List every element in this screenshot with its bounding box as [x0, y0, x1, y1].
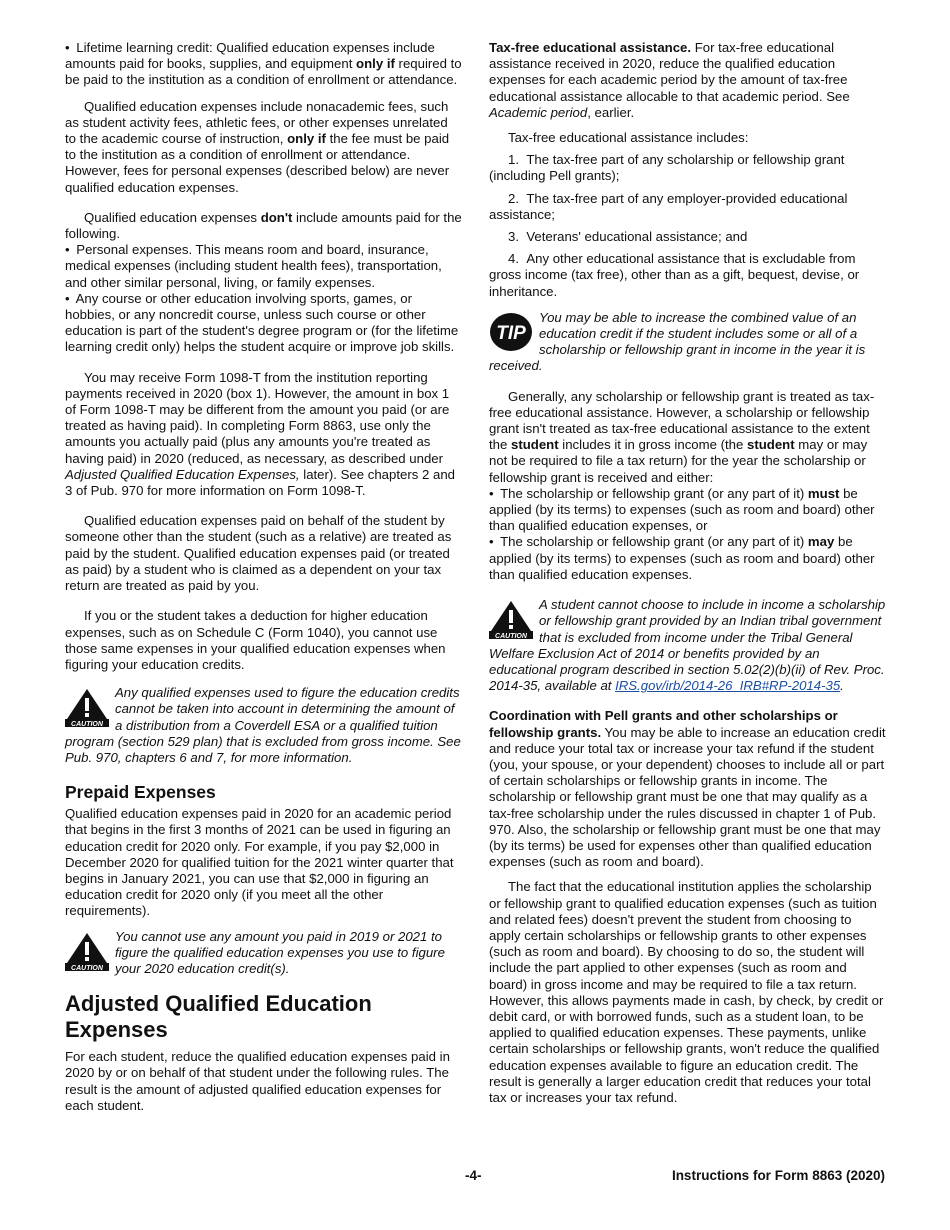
footer-title: Instructions for Form 8863 (2020) [671, 1168, 885, 1183]
svg-text:CAUTION: CAUTION [495, 633, 527, 640]
para-deduction: If you or the student takes a deduction for higher education expenses, such as on Schedule C (Form 1040), you cannot use those same expenses in your qualified education expenses when figuring your education credits. [65, 608, 446, 672]
svg-text:CAUTION: CAUTION [71, 964, 103, 971]
list-item-4: 4. Any other educational assistance that is excludable from gross income (tax free), other than as a gift, bequest, devise, or inheritance. [489, 251, 860, 299]
tip-icon [489, 312, 533, 352]
bullet-lifetime-learning [65, 40, 462, 89]
para-paid-on-behalf: Qualified education expenses paid on behalf of the student by someone other than the student (such as a relative) are treated as paid by the student. Qualified education expenses paid (or treated as paid) by a student who is claimed as a dependent on your tax return are treated as paid by you. [65, 513, 452, 594]
list-item-3: 3. Veterans' educational assistance; and [508, 229, 748, 245]
text: required to be paid to the institution as a condition of enrollment or attendance. [65, 56, 462, 88]
para-coordination: Coordination with Pell grants and other scholarships or fellowship grants. You may be able to increase an education credit and reduce your total tax or increase your tax refund if the student (you, your spouse, or your dependent) chooses to include all or part of certain scholarships or fellowship grants in income. The scholarship or fellowship grant must be one that may qualify as a tax-free scholarship under the rules discussed in chapter 1 of Pub. 970. Also, the scholarship or fellowship grant must be one that may (by its terms) be used for expenses other than qualified education expenses (such as room and board). [489, 708, 886, 870]
para-form-1098t: You may receive Form 1098-T from the institution reporting payments received in 2020 (box 1). However, the amount in box 1 of Form 1098-T may be different from the amount you paid (or are treated as having paid). In completing Form 8863, use only the amounts you actually paid (plus any amounts you're treated as having paid) in 2020 (reduced, as necessary, as described under Adjusted Qualified Education Expenses, later). See chapters 2 and 3 of Pub. 970 for more information on Form 1098-T. [65, 369, 456, 499]
right-column [489, 40, 886, 1115]
caution-text: A student cannot choose to include in income a scholarship or fellowship grant provided by an Indian tribal government that is excluded from income under the Tribal General Welfare Exclusion Act of 2014 or benefits provided by an educational program described in section 5.02(2)(b)(ii) of Rev. Proc. 2014-35, available at [489, 597, 886, 694]
left-column [65, 40, 462, 1123]
text: Lifetime learning credit: Qualified education expenses include amounts paid for books, supplies, and equipment [65, 40, 435, 72]
adjusted-expenses-text: For each student, reduce the qualified education expenses paid in 2020 by or on behalf of that student under the following rules. The result is the amount of adjusted qualified education expenses for each student. [65, 1049, 450, 1113]
caution-icon [65, 687, 109, 727]
prepaid-expenses-text: Qualified education expenses paid in 2020 for an academic period that begins in the first 3 months of 2021 can be used in figuring an education credit for 2020 only. For example, if you pay $2,000 in December 2020 for qualified tuition for the 2021 winter quarter that begins in January 2021, you can use that $2,000 in figuring an education credit for 2020 only (if you meet all the other requirements). [65, 806, 454, 919]
bullet-sports: • Any course or other education involving sports, games, or hobbies, or any noncredit course, unless such course or other education is part of the student's degree program or (for the lifetime learning credit only) helps the student acquire or improve job skills. [65, 290, 459, 355]
caution-text: Any qualified expenses used to figure the education credits cannot be taken into account in determining the amount of a distribution from a Coverdell ESA or a qualified tuition program (section 529 plan) that is excluded from gross income. See Pub. 970, chapters 6 and 7, for more information. [65, 685, 461, 765]
page-number: -4- [465, 1168, 482, 1183]
svg-text:TIP: TIP [496, 322, 526, 344]
svg-text:CAUTION: CAUTION [71, 721, 103, 728]
para-tax-free-assistance: Tax-free educational assistance. For tax-free educational assistance received in 2020, reduce the qualified education expenses for each academic period by the amount of tax-free educational assistance allocable to that academic period. See Academic period, earlier. [489, 40, 850, 120]
list-item-2: 2. The tax-free part of any employer-provided educational assistance; [489, 190, 848, 222]
para-fact: The fact that the educational institution applies the scholarship or fellowship grant to qualified education expenses (such as tuition and related fees) doesn't prevent the student from choosing to apply certain scholarships or fellowship grants to other expenses (such as room and board). By choosing to do so, the student will include the part applied to other expenses (such as room and board) in gross income and may be required to file a tax return. However, this allows payments made in cash, by check, by credit or debit card, or with borrowed funds, such as a student loan, to be applied to qualified education expenses. These payments, unlike certain scholarships or fellowship grants, won't reduce the qualified education expenses available to figure an education credit. The result is generally a larger education credit that reduces your total tax or increases your tax refund. [489, 879, 884, 1105]
bullet-dot: • [65, 40, 70, 55]
bullet-must: • The scholarship or fellowship grant (or any part of it) must be applied (by its terms) to expenses (such as room and board) other than qualified education expenses, or [489, 485, 875, 534]
para-dont-include: Qualified education expenses don't include amounts paid for the following. [65, 209, 462, 242]
caution-icon [489, 599, 533, 639]
tip-note [489, 310, 886, 375]
adjusted-qualified-expenses-heading: Adjusted Qualified Education Expenses [65, 991, 372, 1043]
prepaid-expenses-heading: Prepaid Expenses [65, 782, 216, 803]
caution-text: You cannot use any amount you paid in 2019 or 2021 to figure the qualified education expenses you use to figure your 2020 education credit(s). [115, 928, 445, 976]
caution-note-coverdell [65, 685, 462, 766]
caution-icon [65, 931, 109, 971]
tip-text: You may be able to increase the combined value of an education credit if the student includes some or all of a scholarship or fellowship grant in income in the year it is received. [489, 309, 866, 374]
bullet-may: • The scholarship or fellowship grant (or any part of it) may be applied (by its terms) to expenses (such as room and board) other than qualified education expenses. [489, 534, 875, 582]
irs-link[interactable]: IRS.gov/irb/2014-26_IRB#RP-2014-35 [615, 678, 841, 694]
caution-note-2019-2021 [65, 929, 462, 978]
bullet-personal-expenses: • Personal expenses. This means room and board, insurance, medical expenses (including student health fees), transportation, and other similar personal, living, or family expenses. [65, 242, 442, 290]
list-item-1: 1. The tax-free part of any scholarship or fellowship grant (including Pell grants); [489, 152, 845, 184]
para-generally: Generally, any scholarship or fellowship grant is treated as tax-free educational assistance. However, a scholarship or fellowship grant isn't treated as tax-free educational assistance to the extent the student includes it in gross income (the student may or may not be required to file a tax return) for the year the scholarship or fellowship grant is received and either: [489, 388, 875, 485]
para-includes: Tax-free educational assistance includes: [508, 130, 749, 146]
text-bold: only if [356, 56, 395, 72]
caution-note-tribal: CAUTION A student cannot choose to include in income a scholarship or fellowship grant provided by an Indian tribal government that is excluded from income under the Tribal General Welfare Exclusion Act of 2014 or benefits provided by an educational program described in section 5.02(2)(b)(ii) of Rev. Proc. 2014-35, available at IRS.gov/irb/2014-26_IRB#RP-2014-35. [489, 597, 886, 694]
para-nonacademic-fees: Qualified education expenses include nonacademic fees, such as student activity fees, athletic fees, or other expenses unrelated to the academic course of instruction, only if the fee must be paid to the institution as a condition of enrollment or attendance. However, fees for personal expenses (described below) are never qualified education expenses. [65, 98, 450, 195]
